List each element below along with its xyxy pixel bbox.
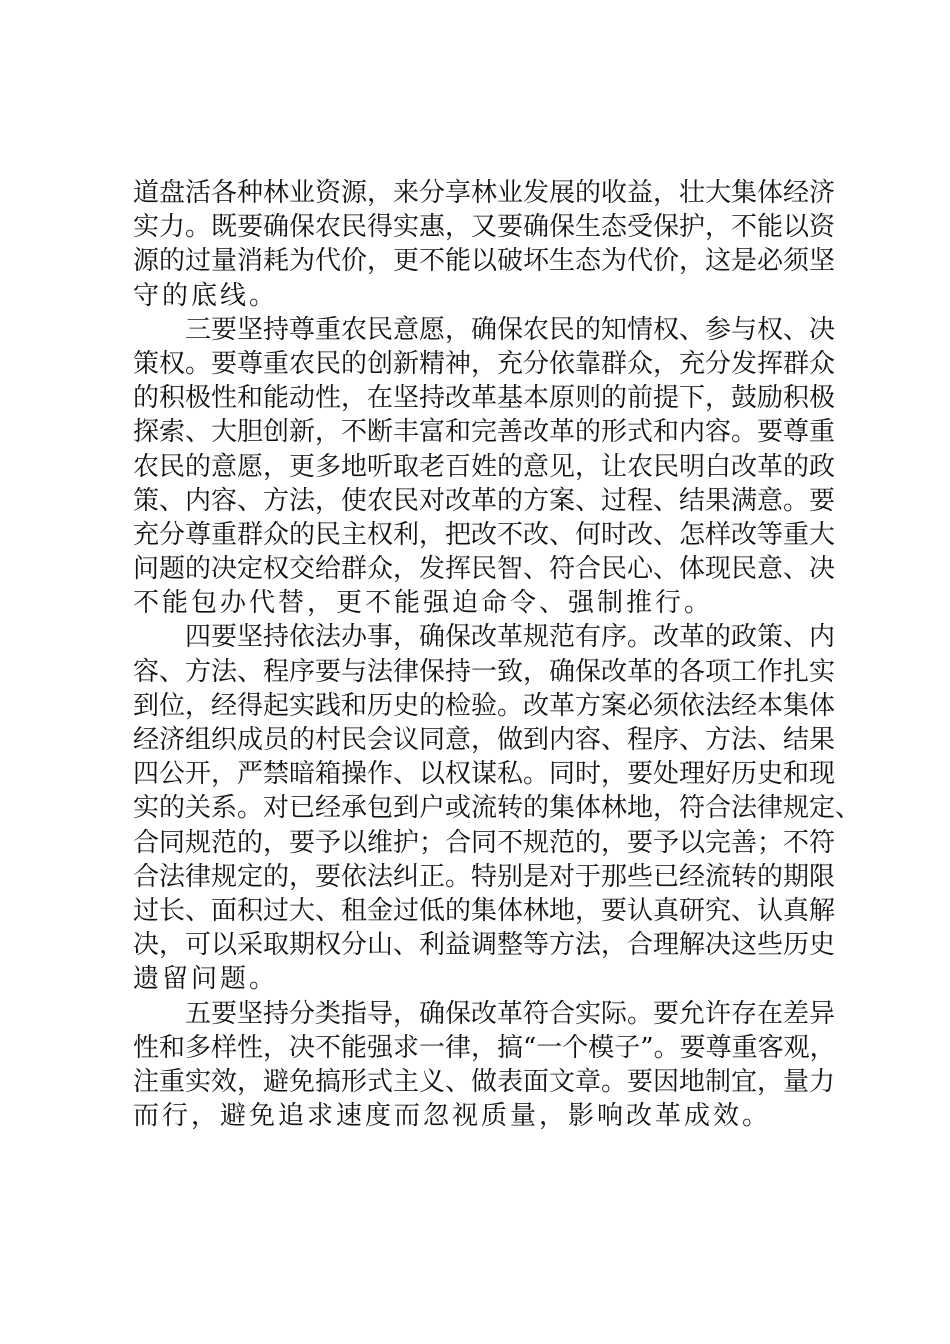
text-line: 注重实效，避免搞形式主义、做表面文章。要因地制宜，量力: [133, 1066, 836, 1097]
paragraph-3: [133, 620, 862, 996]
text-line: 的积极性和能动性，在坚持改革基本原则的前提下，鼓励积极: [133, 383, 836, 414]
text-line: 四公开，严禁暗箱操作、以权谋私。同时，要处理好历史和现: [133, 759, 836, 790]
paragraph-1: [133, 176, 836, 313]
text-line: 策、内容、方法，使农民对改革的方案、过程、结果满意。要: [133, 485, 836, 516]
text-line: 合法律规定的，要依法纠正。特别是对于那些已经流转的期限: [133, 861, 836, 892]
text-line: 实力。既要确保农民得实惠，又要确保生态受保护，不能以资: [133, 212, 836, 243]
text-line: 充分尊重群众的民主权利，把改不改、何时改、怎样改等重大: [133, 519, 836, 550]
text-line: 到位，经得起实践和历史的检验。改革方案必须依法经本集体: [133, 690, 836, 721]
text-line: 五要坚持分类指导，确保改革符合实际。要允许存在差异: [185, 998, 836, 1029]
text-line: 探索、大胆创新，不断丰富和完善改革的形式和内容。要尊重: [133, 417, 836, 448]
text-line: 道盘活各种林业资源，来分享林业发展的收益，壮大集体经济: [133, 178, 836, 208]
text-line: 合同规范的，要予以维护；合同不规范的，要予以完善；不符: [133, 827, 836, 858]
text-line: 三要坚持尊重农民意愿，确保农民的知情权、参与权、决: [185, 314, 836, 345]
text-line: 过长、面积过大、租金过低的集体林地，要认真研究、认真解: [133, 895, 836, 926]
text-line: 四要坚持依法办事，确保改革规范有序。改革的政策、内: [185, 622, 836, 653]
text-line: 实的关系。对已经承包到户或流转的集体林地，符合法律规定、: [133, 793, 862, 824]
text-line: 遗留问题。: [133, 964, 279, 995]
text-line: 策权。要尊重农民的创新精神，充分依靠群众，充分发挥群众: [133, 348, 836, 379]
text-line: 决，可以采取期权分山、利益调整等方法，合理解决这些历史: [133, 930, 836, 961]
text-line: 源的过量消耗为代价，更不能以破坏生态为代价，这是必须坚: [133, 246, 836, 277]
text-line: 问题的决定权交给群众，发挥民智、符合民心、体现民意、决: [133, 554, 836, 585]
text-line: 农民的意愿，更多地听取老百姓的意见，让农民明白改革的政: [133, 451, 836, 482]
text-line: 守的底线。: [133, 280, 279, 311]
text-line: 而行，避免追求速度而忽视质量，影响改革成效。: [133, 1101, 772, 1132]
text-line: 经济组织成员的村民会议同意，做到内容、程序、方法、结果: [133, 725, 836, 755]
document-body: [133, 176, 862, 1133]
paragraph-4: [133, 997, 836, 1134]
text-line: 不能包办代替，更不能强迫命令、强制推行。: [133, 588, 714, 619]
text-line: 性和多样性，决不能强求一律，搞“一个模子”。要尊重客观，: [133, 1032, 836, 1063]
text-line: 容、方法、程序要与法律保持一致，确保改革的各项工作扎实: [133, 656, 836, 687]
paragraph-2: [133, 313, 836, 621]
